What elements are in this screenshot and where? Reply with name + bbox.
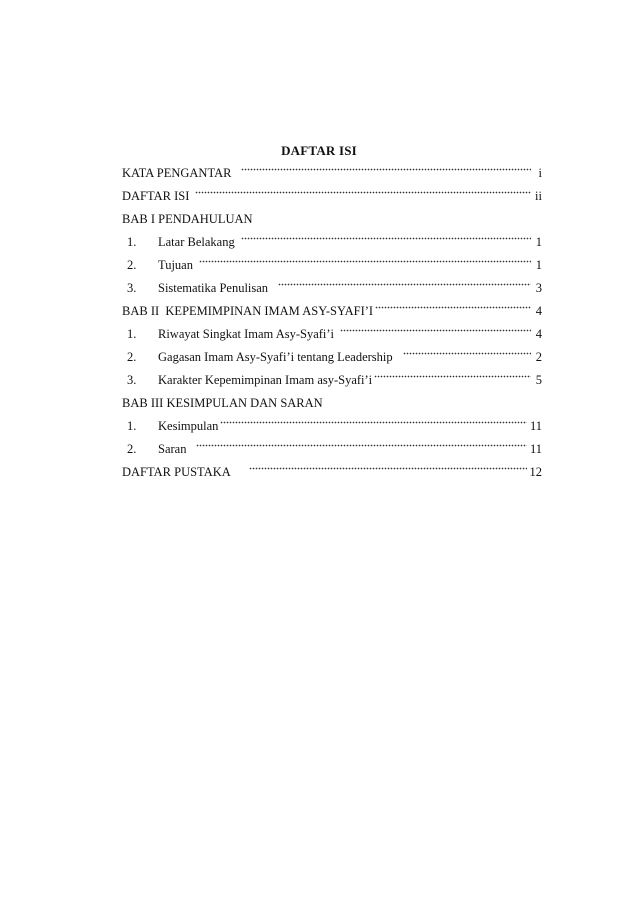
toc-subentry — [122, 323, 542, 346]
toc-subentry — [122, 254, 542, 277]
toc-entry-label: Latar Belakang — [158, 235, 235, 249]
toc-entry-label: Gagasan Imam Asy-Syafi’i tentang Leadership — [158, 350, 393, 364]
toc-page-number: 2 — [535, 350, 542, 364]
toc-subentry — [122, 369, 542, 392]
toc-dot-leader — [199, 256, 531, 266]
toc-entry-label: Kesimpulan — [158, 419, 219, 433]
toc-entry-label: Tujuan — [158, 258, 193, 272]
toc-page-number: 4 — [535, 304, 542, 318]
toc-entry-number: 1. — [127, 327, 137, 341]
toc-entry-number: 2. — [127, 442, 137, 456]
toc-page-number: 5 — [535, 373, 542, 387]
toc-dot-leader — [220, 417, 527, 427]
toc-entry-number: 1. — [127, 419, 137, 433]
toc-chapter-heading — [122, 208, 542, 231]
table-of-contents — [122, 162, 542, 484]
toc-entry-label: Karakter Kepemimpinan Imam asy-Syafi’i — [158, 373, 373, 387]
toc-dot-leader — [196, 440, 526, 450]
toc-dot-leader — [403, 348, 531, 358]
toc-entry-label: Saran — [158, 442, 187, 456]
toc-entry-label: DAFTAR ISI — [122, 189, 190, 203]
toc-page-number: 3 — [535, 281, 542, 295]
toc-subentry — [122, 415, 542, 438]
toc-dot-leader — [375, 302, 531, 312]
toc-dot-leader — [374, 371, 531, 381]
toc-entry-label: Riwayat Singkat Imam Asy-Syafi’i — [158, 327, 335, 341]
toc-entry-label: BAB I PENDAHULUAN — [122, 212, 253, 226]
toc-subentry — [122, 277, 542, 300]
toc-entry-number: 3. — [127, 281, 137, 295]
toc-page-number: ii — [535, 189, 542, 203]
toc-page-number: 4 — [535, 327, 542, 341]
toc-subentry — [122, 346, 542, 369]
page-title: DAFTAR ISI — [281, 143, 357, 158]
toc-subentry — [122, 231, 542, 254]
toc-dot-leader — [195, 187, 531, 197]
toc-entry-kata-pengantar — [122, 162, 542, 185]
toc-subentry — [122, 438, 542, 461]
toc-entry-label: BAB III KESIMPULAN DAN SARAN — [122, 396, 323, 410]
toc-entry-label: DAFTAR PUSTAKA — [122, 465, 231, 479]
toc-dot-leader — [241, 233, 531, 243]
toc-page-number: i — [538, 166, 542, 180]
toc-page-number: 11 — [529, 442, 542, 456]
toc-entry-label: BAB II KEPEMIMPINAN IMAM ASY-SYAFI’I — [122, 304, 374, 318]
toc-entry-number: 3. — [127, 373, 137, 387]
toc-entry-label: Sistematika Penulisan — [158, 281, 269, 295]
toc-entry-number: 2. — [127, 258, 137, 272]
toc-entry-label: KATA PENGANTAR — [122, 166, 232, 180]
toc-page-number: 12 — [529, 465, 542, 479]
toc-page-number: 11 — [529, 419, 542, 433]
toc-dot-leader — [340, 325, 531, 335]
toc-dot-leader — [241, 164, 531, 174]
toc-page-number: 1 — [535, 235, 542, 249]
toc-entry-daftar-pustaka — [122, 461, 542, 484]
toc-page-number: 1 — [535, 258, 542, 272]
toc-dot-leader — [278, 279, 531, 289]
toc-chapter-heading — [122, 300, 542, 323]
toc-chapter-heading — [122, 392, 542, 415]
toc-entry-number: 2. — [127, 350, 137, 364]
toc-dot-leader — [249, 463, 527, 473]
toc-entry-number: 1. — [127, 235, 137, 249]
toc-entry-daftar-isi — [122, 185, 542, 208]
